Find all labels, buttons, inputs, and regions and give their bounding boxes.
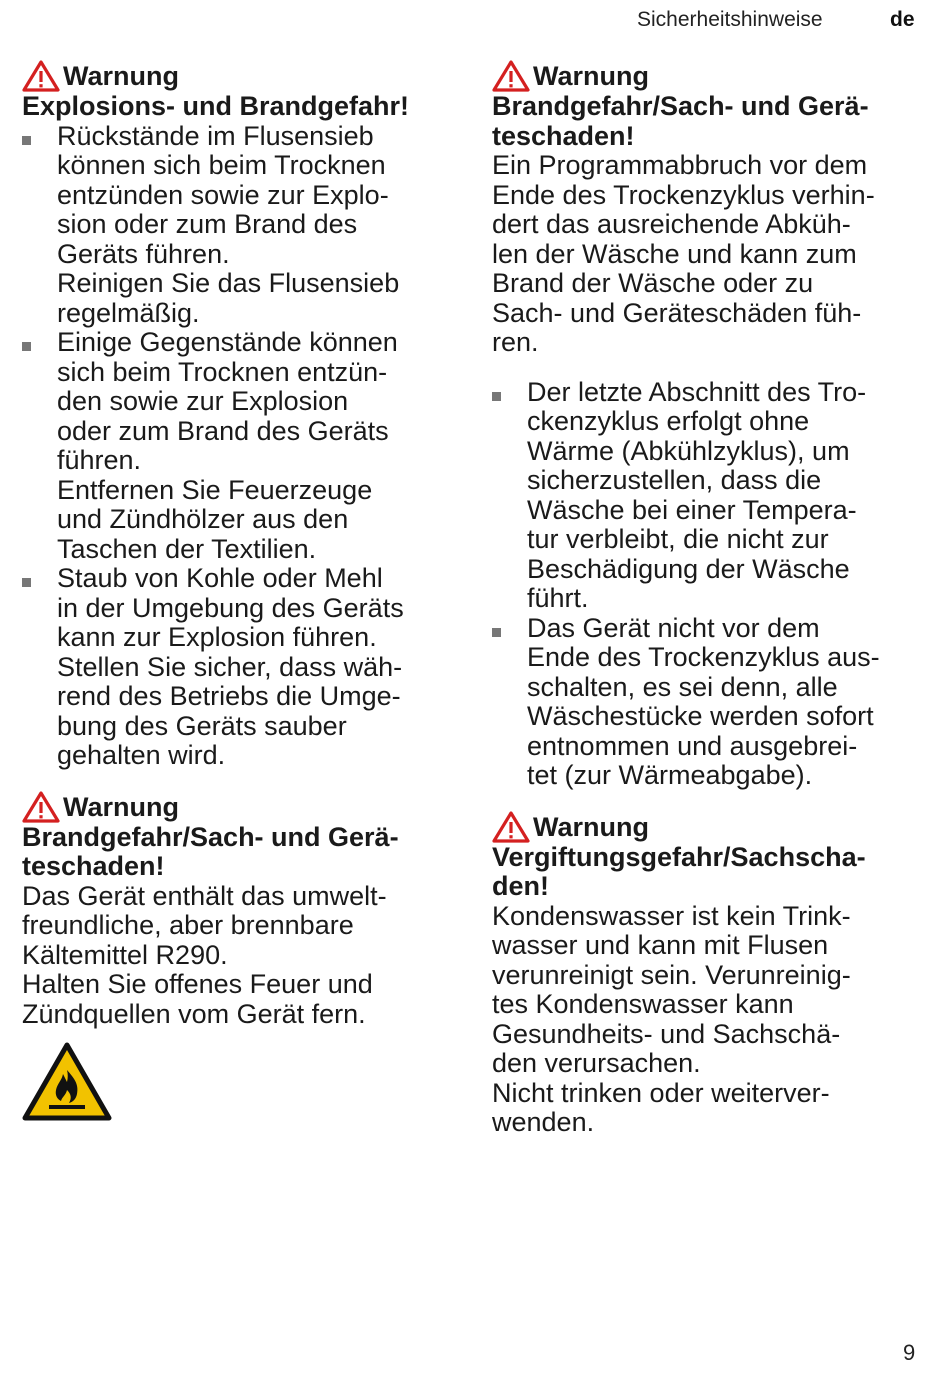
warning-item-list — [22, 122, 452, 771]
warning-text: Das Gerät enthält das umwelt- freundliche, aber brennbare Kältemittel R290. Halten Sie offenes Feuer und Zündquellen vom Gerät fern. — [22, 880, 387, 1029]
bullet-square-icon — [22, 136, 31, 145]
list-item — [22, 122, 452, 329]
warning-triangle-icon — [492, 811, 530, 843]
warning-triangle-icon — [22, 60, 60, 92]
header-section-title: Sicherheitshinweise — [637, 8, 823, 31]
page-number: 9 — [903, 1340, 916, 1365]
warning-label: Warnung — [533, 61, 649, 91]
header-language-code: de — [890, 8, 915, 31]
warning-heading — [492, 811, 922, 843]
warning-title: Explosions- und Brandgefahr! — [22, 91, 410, 121]
warning-label: Warnung — [533, 811, 649, 842]
left-column — [22, 60, 452, 1029]
bullet-square-icon — [22, 342, 31, 351]
bullet-square-icon — [22, 578, 31, 587]
list-item-text: Der letzte Abschnitt des Tro- ckenzyklus erfolgt ohne Wärme (Abkühlzyklus), um sicherzustellen, dass die Wäsche bei einer Tempera- tur verbleibt, die nicht zur Beschädigung der Wäsche führt. — [527, 376, 867, 613]
list-item-text: Einige Gegenstände können sich beim Trocknen entzün- den sowie zur Explosion oder zum Brand des Geräts führen. Entfernen Sie Feuerzeuge und Zündhölzer aus den Taschen der Textilien. — [57, 327, 398, 564]
warning-refrigerant — [22, 791, 452, 1030]
list-item-text: Staub von Kohle oder Mehl in der Umgebung des Geräts kann zur Explosion führen. Stellen Sie sicher, dass wäh- rend des Betriebs die Umge- bung des Geräts sauber gehalten wird. — [57, 563, 404, 770]
bullet-square-icon — [492, 392, 501, 401]
warning-heading — [22, 791, 452, 823]
right-column — [492, 60, 922, 1138]
warning-poisoning — [492, 811, 922, 1138]
list-item — [22, 328, 452, 564]
warning-label: Warnung — [63, 791, 179, 822]
warning-heading — [492, 60, 922, 92]
list-item-text: Das Gerät nicht vor dem Ende des Trockenzyklus aus- schalten, es sei denn, alle Wäschestücke werden sofort entnommen und ausgebrei- tet (zur Wärmeabgabe). — [527, 612, 880, 790]
list-item — [22, 564, 452, 771]
list-item — [492, 614, 922, 791]
page-header — [0, 8, 950, 38]
warning-triangle-icon — [22, 791, 60, 823]
flammable-warning-sign — [22, 1042, 112, 1122]
warning-label: Warnung — [63, 61, 179, 91]
warning-triangle-icon — [492, 60, 530, 92]
warning-text: Kondenswasser ist kein Trink- wasser und kann mit Flusen verunreinigt sein. Verunreinig- tes Kondenswasser kann Gesundheits- und Sachschä- den verursachen. Nicht trinken oder weiterver- wenden. — [492, 900, 851, 1137]
warning-title: Brandgefahr/Sach- und Gerä- teschaden! — [22, 821, 399, 881]
warning-text: Ein Programmabbruch vor dem Ende des Trockenzyklus verhin- dert das ausreichende Abküh- len der Wäsche und kann zum Brand der Wäsche oder zu Sach- und Geräteschäden füh- ren. — [492, 150, 875, 357]
warning-title: Brandgefahr/Sach- und Gerä- teschaden! — [492, 91, 869, 151]
warning-title: Vergiftungsgefahr/Sachscha- den! — [492, 841, 866, 901]
warning-heading — [22, 60, 452, 92]
warning-item-list — [492, 378, 922, 791]
list-item — [492, 378, 922, 614]
warning-program-abort — [492, 60, 922, 791]
list-item-text: Rückstände im Flusensieb können sich beim Trocknen entzünden sowie zur Explo- sion oder zum Brand des Geräts führen. Reinigen Sie das Flusensieb regelmäßig. — [57, 120, 400, 328]
bullet-square-icon — [492, 628, 501, 637]
warning-explosion-fire — [22, 60, 452, 771]
